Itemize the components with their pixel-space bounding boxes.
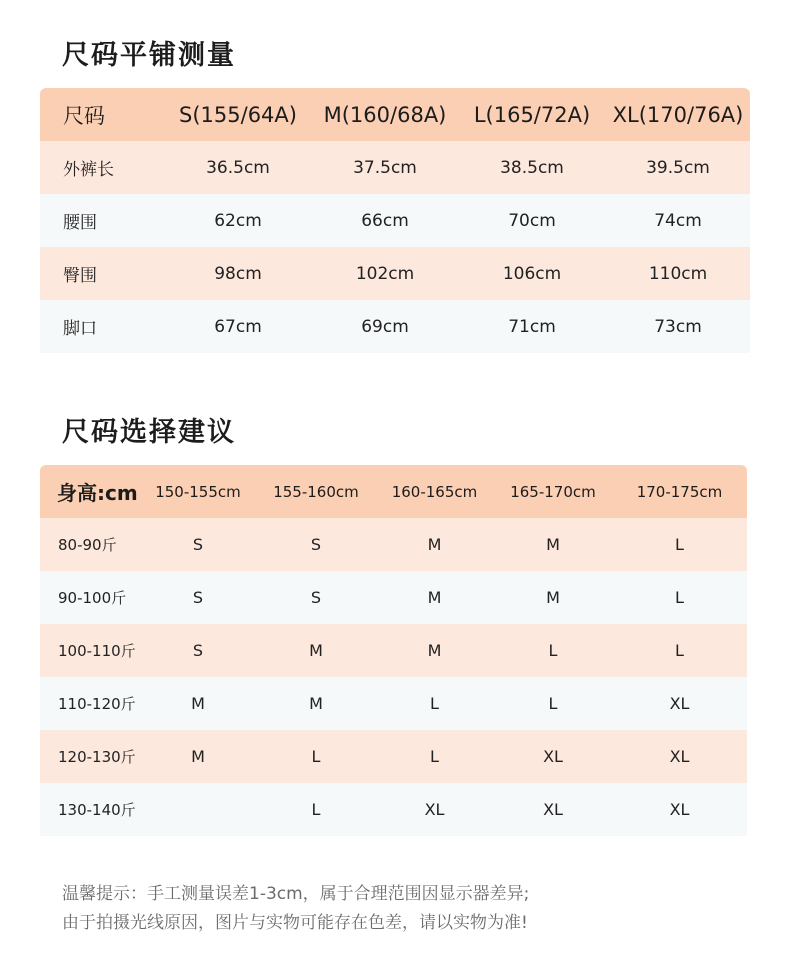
table-cell: 66cm [361, 210, 409, 231]
row-label: 脚口 [63, 319, 97, 339]
row-label: 120-130斤 [58, 748, 136, 766]
table-cell: 106cm [502, 263, 562, 284]
table-cell: 71cm [508, 316, 556, 337]
table-cell: S [310, 535, 322, 554]
note-line-2: 由于拍摄光线原因，图片与实物可能存在色差，请以实物为准! [62, 913, 528, 933]
table-row [40, 194, 750, 247]
row-label: 100-110斤 [58, 642, 136, 660]
table-cell: 74cm [654, 210, 702, 231]
table-cell: 67cm [214, 316, 262, 337]
table-row [40, 783, 747, 836]
table-cell: S [192, 588, 204, 607]
table-cell: M [427, 588, 442, 607]
table-cell: 110cm [648, 263, 708, 284]
header-cell: 155-160cm [273, 482, 359, 501]
table-row [40, 518, 747, 571]
table-row [40, 730, 747, 783]
table-cell: 98cm [214, 263, 262, 284]
table-cell: L [548, 694, 558, 713]
table-cell: S [192, 641, 204, 660]
note-line-1: 温馨提示：手工测量误差1-3cm，属于合理范围因显示器差异; [62, 884, 530, 904]
table-cell: XL [669, 800, 690, 819]
table-cell: M [546, 535, 560, 554]
row-label: 臀围 [63, 266, 97, 286]
table-cell: L [311, 747, 321, 766]
table-cell: M [427, 641, 442, 660]
table-cell [139, 783, 257, 836]
row-label: 外裤长 [63, 160, 114, 180]
table-cell: 70cm [508, 210, 556, 231]
header-cell: 165-170cm [510, 482, 596, 501]
notes [62, 880, 529, 938]
header-cell: S(155/64A) [179, 102, 297, 127]
table-row [40, 247, 750, 300]
table-cell: L [675, 535, 684, 554]
header-cell: XL(170/76A) [612, 102, 744, 127]
header-cell: 身高:cm [57, 481, 138, 505]
table-cell: M [309, 641, 323, 660]
table-row [40, 300, 750, 353]
size-measurement-title: 尺码平铺测量 [62, 40, 236, 71]
table-cell: 62cm [214, 210, 262, 231]
table-cell: 38.5cm [500, 157, 564, 178]
header-cell: M(160/68A) [323, 102, 447, 127]
row-label: 130-140斤 [58, 801, 136, 819]
table-cell: L [548, 641, 558, 660]
table-cell: XL [669, 694, 690, 713]
header-cell: 160-165cm [391, 482, 478, 501]
size-measurement-table [40, 88, 750, 353]
table-cell: 36.5cm [206, 157, 270, 178]
table-cell: XL [424, 800, 445, 819]
header-cell: 150-155cm [155, 482, 241, 501]
table-row [40, 141, 750, 194]
table-cell: L [430, 694, 439, 713]
table-row [40, 677, 747, 730]
table-row [40, 571, 747, 624]
table-cell: M [546, 588, 560, 607]
row-label: 110-120斤 [58, 695, 136, 713]
table-cell: XL [669, 747, 690, 766]
table-header-row [40, 465, 747, 518]
table-cell: M [191, 694, 205, 713]
table-cell: M [427, 535, 442, 554]
row-label: 90-100斤 [58, 589, 127, 607]
header-cell: L(165/72A) [473, 102, 591, 127]
row-label: 80-90斤 [58, 536, 117, 554]
table-header-row [40, 88, 750, 141]
table-cell: 102cm [355, 263, 415, 284]
table-cell: 39.5cm [646, 157, 710, 178]
table-cell: M [191, 747, 205, 766]
header-cell: 尺码 [63, 103, 105, 128]
table-cell: L [675, 641, 684, 660]
table-cell: L [430, 747, 439, 766]
table-cell: XL [543, 800, 563, 819]
table-cell: S [310, 588, 322, 607]
table-cell: L [675, 588, 684, 607]
table-cell: 73cm [654, 316, 702, 337]
size-recommendation-title: 尺码选择建议 [62, 417, 236, 448]
header-cell: 170-175cm [636, 482, 723, 501]
table-cell: XL [543, 747, 563, 766]
size-recommendation-table [40, 465, 747, 836]
table-row [40, 624, 747, 677]
table-cell: 69cm [361, 316, 409, 337]
table-cell: M [309, 694, 323, 713]
table-cell: S [192, 535, 204, 554]
row-label: 腰围 [63, 213, 97, 233]
table-cell: L [311, 800, 321, 819]
table-cell: 37.5cm [353, 157, 417, 178]
